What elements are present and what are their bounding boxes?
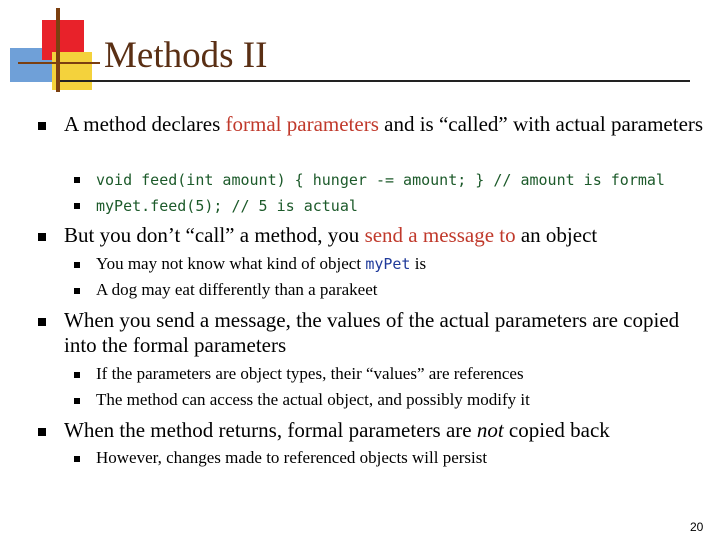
sub-bullet-marker bbox=[74, 203, 80, 209]
sub-bullet-marker bbox=[74, 177, 80, 183]
bullet-marker bbox=[38, 318, 46, 326]
bullet-2: But you don’t “call” a method, you send a message to an object bbox=[64, 223, 598, 247]
bullet-1: A method declares formal parameters and is “called” with actual parameters bbox=[64, 112, 704, 136]
emphasis-not: not bbox=[476, 418, 504, 442]
code-snippet: void feed(int amount) { hunger -= amount; } // amount is formal bbox=[96, 171, 665, 189]
sub-bullet-marker bbox=[74, 456, 80, 462]
bullet-1-sub-1 bbox=[96, 169, 706, 191]
slide-title: Methods II bbox=[104, 35, 268, 76]
page-number: 20 bbox=[690, 520, 704, 534]
bullet-marker bbox=[38, 122, 46, 130]
bullet-3: When you send a message, the values of the actual parameters are copied into the formal parameters bbox=[64, 308, 680, 357]
bullet-1-sub-2 bbox=[96, 195, 706, 217]
bullet-marker bbox=[38, 428, 46, 436]
bullet-2-sub-2: A dog may eat differently than a parakeet bbox=[96, 280, 378, 299]
bullet-3-sub-1: If the parameters are object types, their “values” are references bbox=[96, 364, 524, 383]
bullet-marker bbox=[38, 233, 46, 241]
bullet-4: When the method returns, formal parameters are not copied back bbox=[64, 418, 610, 442]
sub-bullet-marker bbox=[74, 288, 80, 294]
sub-bullet-marker bbox=[74, 372, 80, 378]
highlight-send-message: send a message to bbox=[364, 223, 516, 247]
code-snippet: myPet.feed(5); // 5 is actual bbox=[96, 197, 358, 215]
code-identifier: myPet bbox=[365, 255, 411, 273]
bullet-4-sub-1: However, changes made to referenced objects will persist bbox=[96, 448, 488, 467]
bullet-2-sub-1: You may not know what kind of object myPet is bbox=[96, 254, 427, 273]
sub-bullet-marker bbox=[74, 398, 80, 404]
highlight-formal-parameters: formal parameters bbox=[225, 112, 379, 136]
bullet-3-sub-2: The method can access the actual object, and possibly modify it bbox=[96, 390, 530, 409]
sub-bullet-marker bbox=[74, 262, 80, 268]
